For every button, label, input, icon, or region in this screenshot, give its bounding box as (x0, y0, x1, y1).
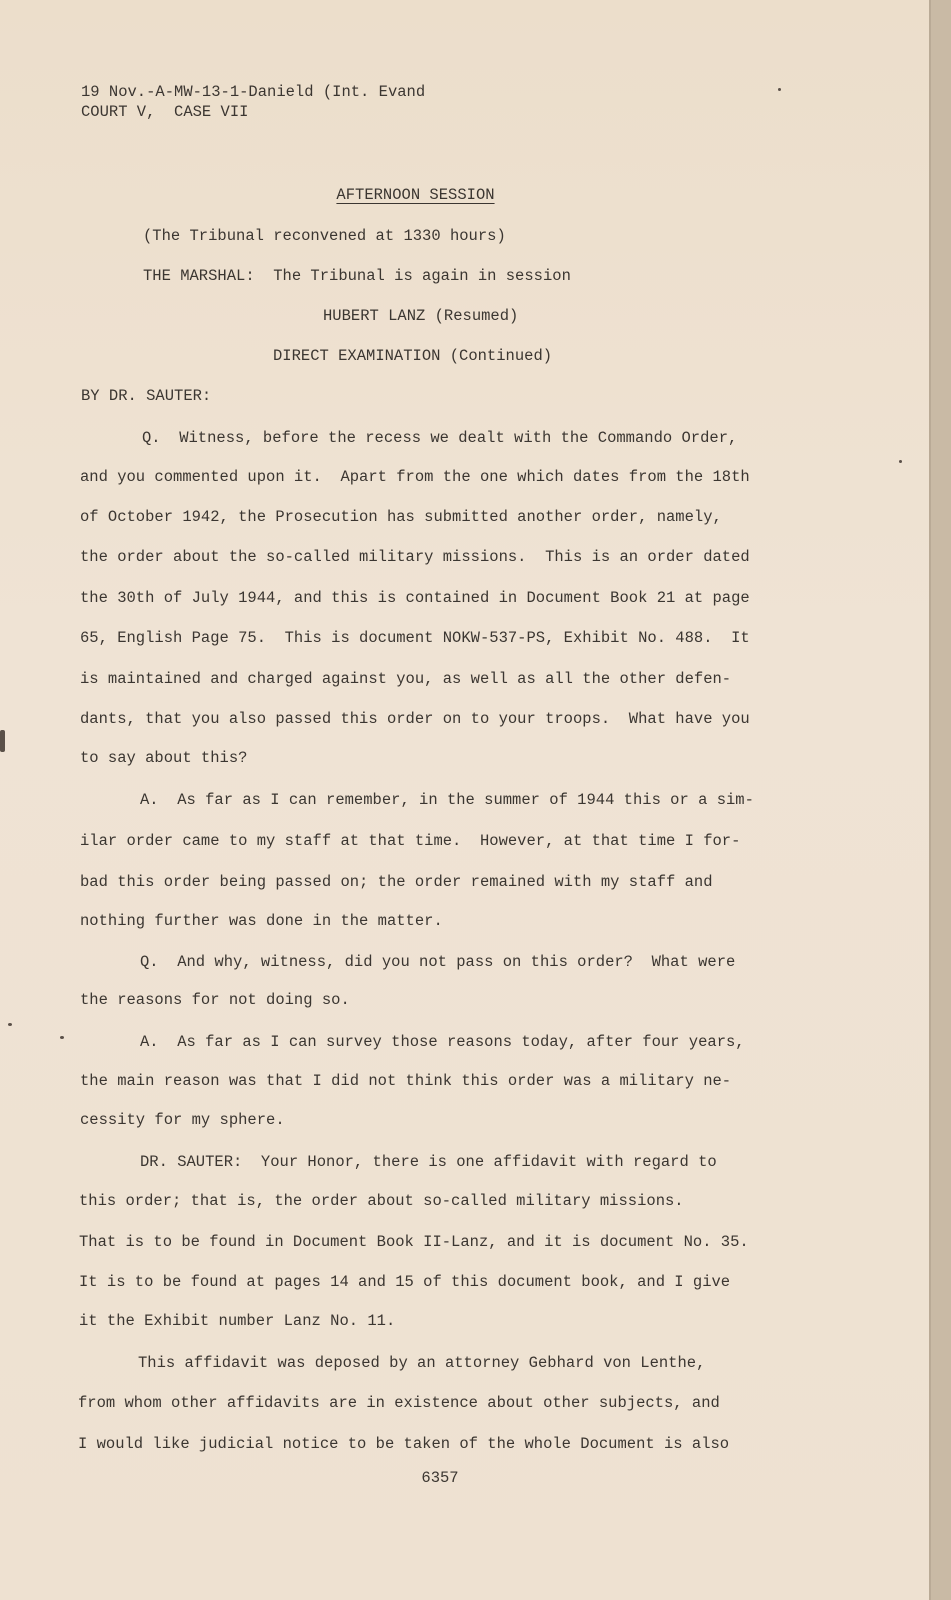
transcript-line: ilar order came to my staff at that time. However, at that time I for- (80, 832, 741, 850)
transcript-line: Q. Witness, before the recess we dealt with the Commando Order, (142, 429, 738, 447)
transcript-line: of October 1942, the Prosecution has submitted another order, namely, (80, 508, 722, 526)
transcript-line: the 30th of July 1944, and this is contained in Document Book 21 at page (80, 589, 750, 607)
paper-speck (60, 1036, 64, 1039)
page-number: 6357 (421, 1469, 459, 1487)
transcript-line: this order; that is, the order about so-called military missions. (79, 1192, 684, 1210)
transcript-line: and you commented upon it. Apart from the one which dates from the 18th (80, 468, 750, 486)
examiner-label: BY DR. SAUTER: (81, 387, 212, 405)
paper-speck (778, 88, 781, 91)
transcript-line: from whom other affidavits are in existence about other subjects, and (78, 1394, 720, 1412)
transcript-line: it the Exhibit number Lanz No. 11. (79, 1312, 396, 1330)
header-reference: 19 Nov.-A-MW-13-1-Danield (Int. Evand (81, 83, 426, 101)
session-title: AFTERNOON SESSION (336, 186, 495, 204)
transcript-line: dants, that you also passed this order on to your troops. What have you (80, 710, 750, 728)
transcript-line: 65, English Page 75. This is document NOKW-537-PS, Exhibit No. 488. It (80, 629, 750, 647)
transcript-line: is maintained and charged against you, as well as all the other defen- (80, 670, 732, 688)
transcript-line: DR. SAUTER: Your Honor, there is one affidavit with regard to (140, 1153, 717, 1171)
transcript-line: A. As far as I can survey those reasons today, after four years, (140, 1033, 745, 1051)
reconvened-note: (The Tribunal reconvened at 1330 hours) (143, 227, 506, 245)
witness-name: HUBERT LANZ (Resumed) (323, 307, 519, 325)
paper-speck (0, 730, 5, 752)
examination-heading: DIRECT EXAMINATION (Continued) (273, 347, 553, 365)
header-court-case: COURT V, CASE VII (81, 103, 249, 121)
transcript-line: I would like judicial notice to be taken of the whole Document is also (78, 1435, 730, 1453)
transcript-line: A. As far as I can remember, in the summer of 1944 this or a sim- (140, 791, 754, 809)
transcript-line: Q. And why, witness, did you not pass on this order? What were (140, 953, 736, 971)
page-edge (931, 0, 951, 1600)
transcript-line: the order about the so-called military missions. This is an order dated (80, 548, 750, 566)
transcript-line: It is to be found at pages 14 and 15 of this document book, and I give (79, 1273, 731, 1291)
transcript-line: bad this order being passed on; the order remained with my staff and (80, 873, 713, 891)
transcript-line: This affidavit was deposed by an attorney Gebhard von Lenthe, (138, 1354, 706, 1372)
transcript-line: cessity for my sphere. (80, 1111, 285, 1129)
transcript-line: the main reason was that I did not think this order was a military ne- (80, 1072, 732, 1090)
marshal-statement: THE MARSHAL: The Tribunal is again in session (143, 267, 571, 285)
transcript-line: nothing further was done in the matter. (80, 912, 443, 930)
paper-speck (8, 1023, 12, 1026)
transcript-line: to say about this? (80, 749, 248, 767)
transcript-line: the reasons for not doing so. (80, 991, 350, 1009)
transcript-line: That is to be found in Document Book II-Lanz, and it is document No. 35. (79, 1233, 749, 1251)
paper-speck (899, 460, 902, 463)
